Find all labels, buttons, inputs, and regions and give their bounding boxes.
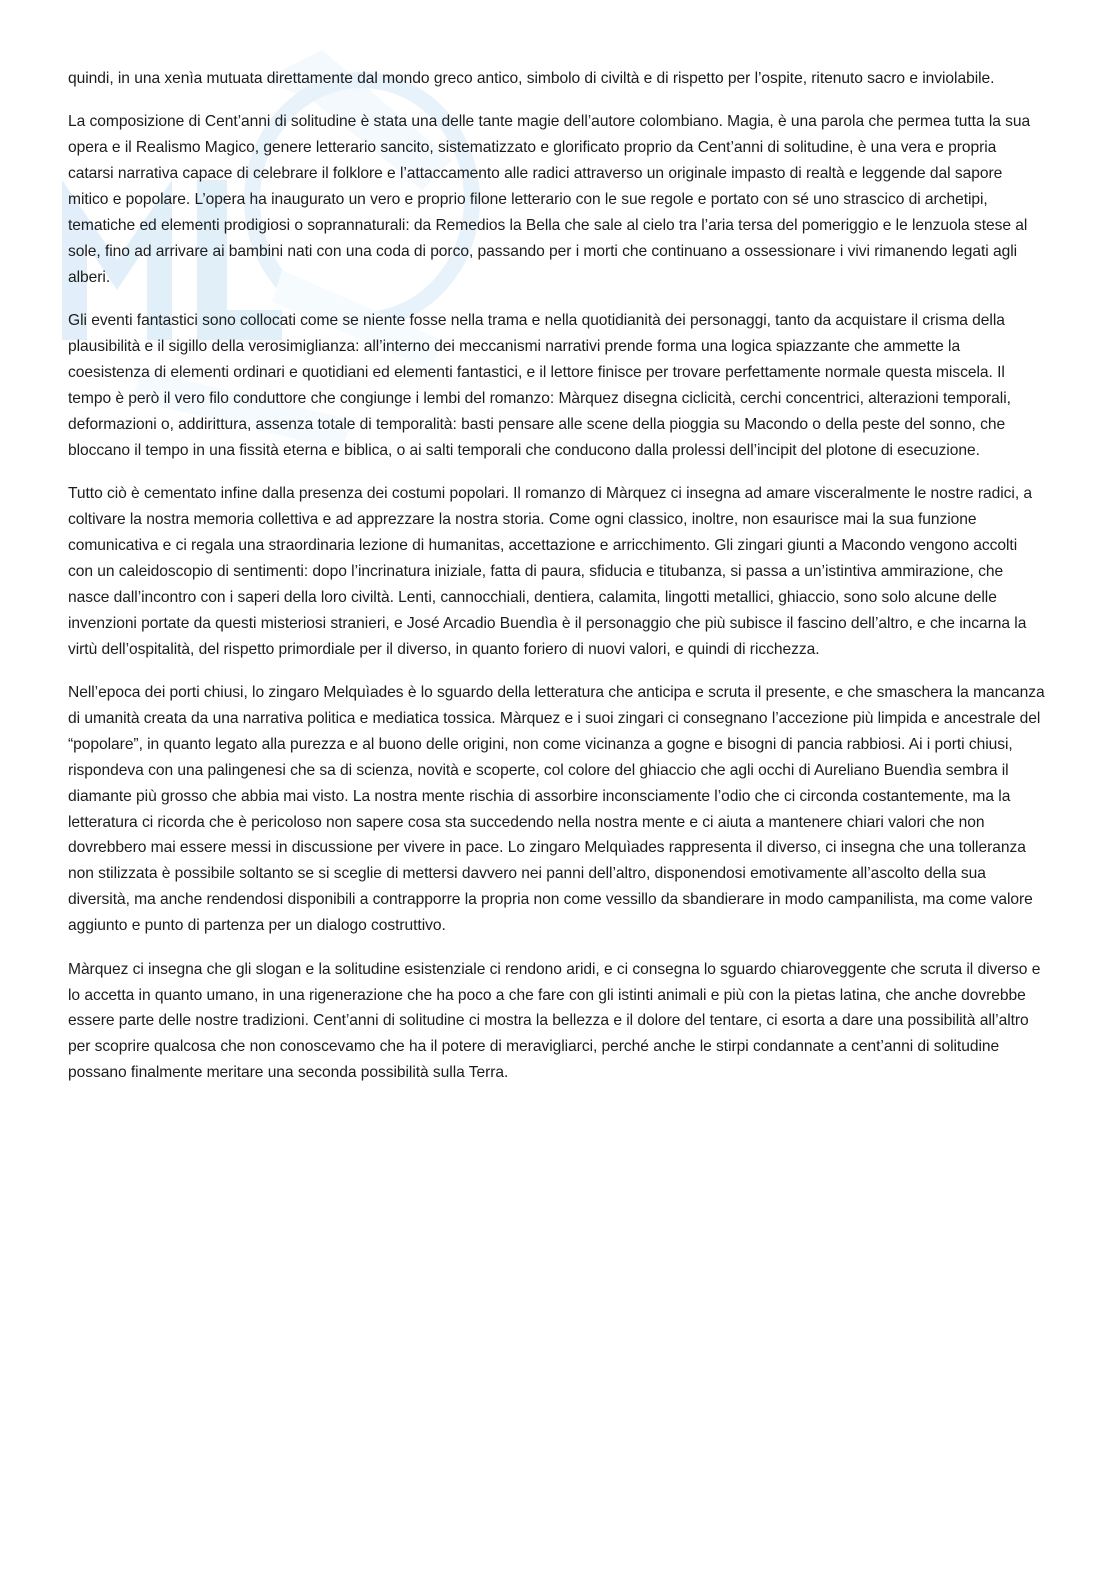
paragraph-4: Tutto ciò è cementato infine dalla presenza dei costumi popolari. Il romanzo di Màrquez ci insegna ad amare visceralmente le nostre radici, a coltivare la nostra memoria collettiva e ad apprezzare la nostra storia. Come ogni classico, inoltre, non esaurisce mai la sua funzione comunicativa e ci regala una straordinaria lezione di humanitas, accettazione e arricchimento. Gli zingari giunti a Macondo vengono accolti con un caleidoscopio di sentimenti: dopo l’incrinatura iniziale, fatta di paura, sfiducia e titubanza, si passa a un’istintiva ammirazione, che nasce dall’incontro con i saperi della loro civiltà. Lenti, cannocchiali, dentiera, calamita, lingotti metallici, ghiaccio, sono solo alcune delle invenzioni portate da questi misteriosi stranieri, e José Arcadio Buendìa è il personaggio che più subisce il fascino dell’altro, e che incarna la virtù dell’ospitalità, del rispetto primordiale per il diverso, in quanto foriero di nuovi valori, e quindi di ricchezza.: [68, 485, 1033, 658]
paragraph-3: Gli eventi fantastici sono collocati come se niente fosse nella trama e nella quotidianità dei personaggi, tanto da acquistare il crisma della plausibilità e il sigillo della verosimiglianza: all’interno dei meccanismi narrativi prende forma una logica spiazzante che ammette la coesistenza di elementi ordinari e quotidiani ed elementi fantastici, e il lettore finisce per trovare perfettamente normale questa miscela. Il tempo è però il vero filo conduttore che congiunge i lembi del romanzo: Màrquez disegna ciclicità, cerchi concentrici, alterazioni temporali, deformazioni o, addirittura, assenza totale di temporalità: basti pensare alle scene della pioggia su Macondo o della peste del sonno, che bloccano il tempo in una fissità eterna e biblica, o ai salti temporali che conducono dalla prolessi dell’incipit del plotone di esecuzione.: [68, 312, 1011, 459]
document-body: [68, 66, 1046, 1104]
paragraph-1: quindi, in una xenìa mutuata direttamente dal mondo greco antico, simbolo di civiltà e di rispetto per l’ospite, ritenuto sacro e inviolabile.: [68, 70, 995, 87]
paragraph-2: La composizione di Cent’anni di solitudine è stata una delle tante magie dell’autore colombiano. Magia, è una parola che permea tutta la sua opera e il Realismo Magico, genere letterario sancito, sistematizzato e glorificato proprio da Cent’anni di solitudine, è una vera e propria catarsi narrativa capace di celebrare il folklore e l’attaccamento alle radici attraverso un originale impasto di realtà e leggende dal sapore mitico e popolare. L’opera ha inaugurato un vero e proprio filone letterario con le sue regole e portato con sé uno strascico di archetipi, tematiche ed elementi prodigiosi o soprannaturali: da Remedios la Bella che sale al cielo tra l’aria tersa del pomeriggio e le lenzuola stese al sole, fino ad arrivare ai bambini nati con una coda di porco, passando per i morti che continuano a ossessionare i vivi rimanendo legati agli alberi.: [68, 113, 1031, 286]
paragraph-5: Nell’epoca dei porti chiusi, lo zingaro Melquìades è lo sguardo della letteratura che anticipa e scruta il presente, e che smaschera la mancanza di umanità creata da una narrativa politica e mediatica tossica. Màrquez e i suoi zingari ci consegnano l’accezione più limpida e ancestrale del “popolare”, in quanto legato alla purezza e al buono delle origini, non come vicinanza a gogne e bisogni di pancia rabbiosi. Ai i porti chiusi, rispondeva con una palingenesi che sa di scienza, novità e scoperte, col colore del ghiaccio che agli occhi di Aureliano Buendìa sembra il diamante più grosso che abbia mai visto. La nostra mente rischia di assorbire inconsciamente l’odio che ci circonda costantemente, ma la letteratura ci ricorda che è pericoloso non sapere cosa sta succedendo nella nostra mente e ci aiuta a mantenere chiari valori che non dovrebbero mai essere messi in discussione per vivere in pace. Lo zingaro Melquìades rappresenta il diverso, ci insegna che una tolleranza non stilizzata è possibile soltanto se si sceglie di mettersi davvero nei panni dell’altro, disponendosi emotivamente all’ascolto della sua diversità, ma anche rendendosi disponibili a contrapporre la propria non come vessillo da sbandierare in modo campanilista, ma come valore aggiunto e punto di partenza per un dialogo costruttivo.: [68, 684, 1045, 935]
paragraph-6: Màrquez ci insegna che gli slogan e la solitudine esistenziale ci rendono aridi, e ci consegna lo sguardo chiaroveggente che scruta il diverso e lo accetta in quanto umano, in una rigenerazione che ha poco a che fare con gli istinti animali e più con la pietas latina, che anche dovrebbe essere parte delle nostre tradizioni. Cent’anni di solitudine ci mostra la bellezza e il dolore del tentare, ci esorta a dare una possibilità all’altro per scoprire qualcosa che non conoscevamo che ha il potere di meravigliarci, perché anche le stirpi condannate a cent’anni di solitudine possano finalmente meritare una seconda possibilità sulla Terra.: [68, 960, 1041, 1082]
